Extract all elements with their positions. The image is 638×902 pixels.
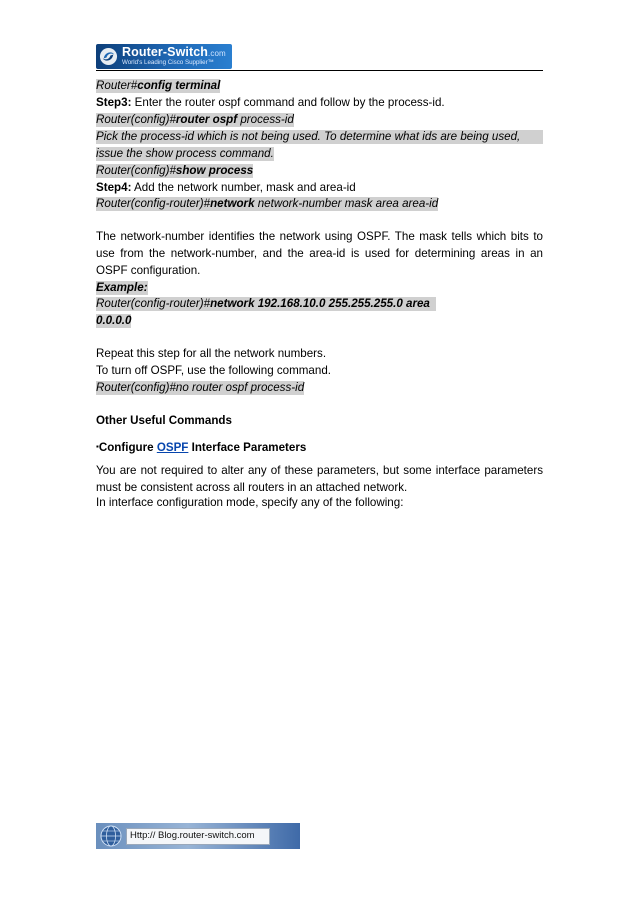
command-router-ospf: Router(config)#router ospf process-id <box>96 113 294 126</box>
logo-name: Router-Switch.com <box>122 45 226 59</box>
command-show-process: Router(config)#show process <box>96 164 254 177</box>
ospf-link[interactable]: OSPF <box>156 441 189 454</box>
process-id-note-line2: issue the show process command. <box>96 147 274 160</box>
logo-tagline: World's Leading Cisco Supplier™ <box>122 59 214 66</box>
header-divider <box>96 70 543 71</box>
command-network-syntax: Router(config-router)#network network-number mask area area-id <box>96 197 439 210</box>
blog-url[interactable]: Http:// Blog.router-switch.com <box>130 830 255 841</box>
other-commands-heading: Other Useful Commands <box>96 414 232 427</box>
turn-off-line: To turn off OSPF, use the following command. <box>96 364 331 377</box>
globe-icon <box>98 824 124 848</box>
command-config-terminal: Router#config terminal <box>96 79 221 92</box>
command-no-router-ospf: Router(config)#no router ospf process-id <box>96 381 305 394</box>
network-number-paragraph: The network-number identifies the network using OSPF. The mask tells which bits to use from the network-number, and the area-id is used for determining areas in an OSPF configuration. <box>96 230 543 278</box>
logo-suffix: .com <box>208 49 226 58</box>
blog-url-box <box>126 828 270 845</box>
interface-parameters-paragraph: You are not required to alter any of these parameters, but some interface parameters must be consistent across all routers in an attached network. <box>96 464 543 495</box>
bullet-icon: ▪ <box>96 442 99 451</box>
example-label: Example: <box>96 281 148 294</box>
step3-line: Step3: Enter the router ospf command and follow by the process-id. <box>96 96 445 109</box>
process-id-note-line1: Pick the process-id which is not being used. To determine what ids are being used, <box>96 130 543 144</box>
step4-line: Step4: Add the network number, mask and area-id <box>96 181 356 194</box>
repeat-line: Repeat this step for all the network numbers. <box>96 347 327 360</box>
example-command-continued: 0.0.0.0 <box>96 314 132 327</box>
interface-config-line: In interface configuration mode, specify any of the following: <box>96 496 404 509</box>
example-command: Router(config-router)#network 192.168.10.0 255.255.255.0 area <box>96 297 436 311</box>
router-switch-logo <box>96 44 232 69</box>
logo-swirl-icon <box>99 47 118 66</box>
blog-banner <box>96 823 300 849</box>
configure-ospf-heading: ▪Configure OSPF Interface Parameters <box>96 441 307 454</box>
